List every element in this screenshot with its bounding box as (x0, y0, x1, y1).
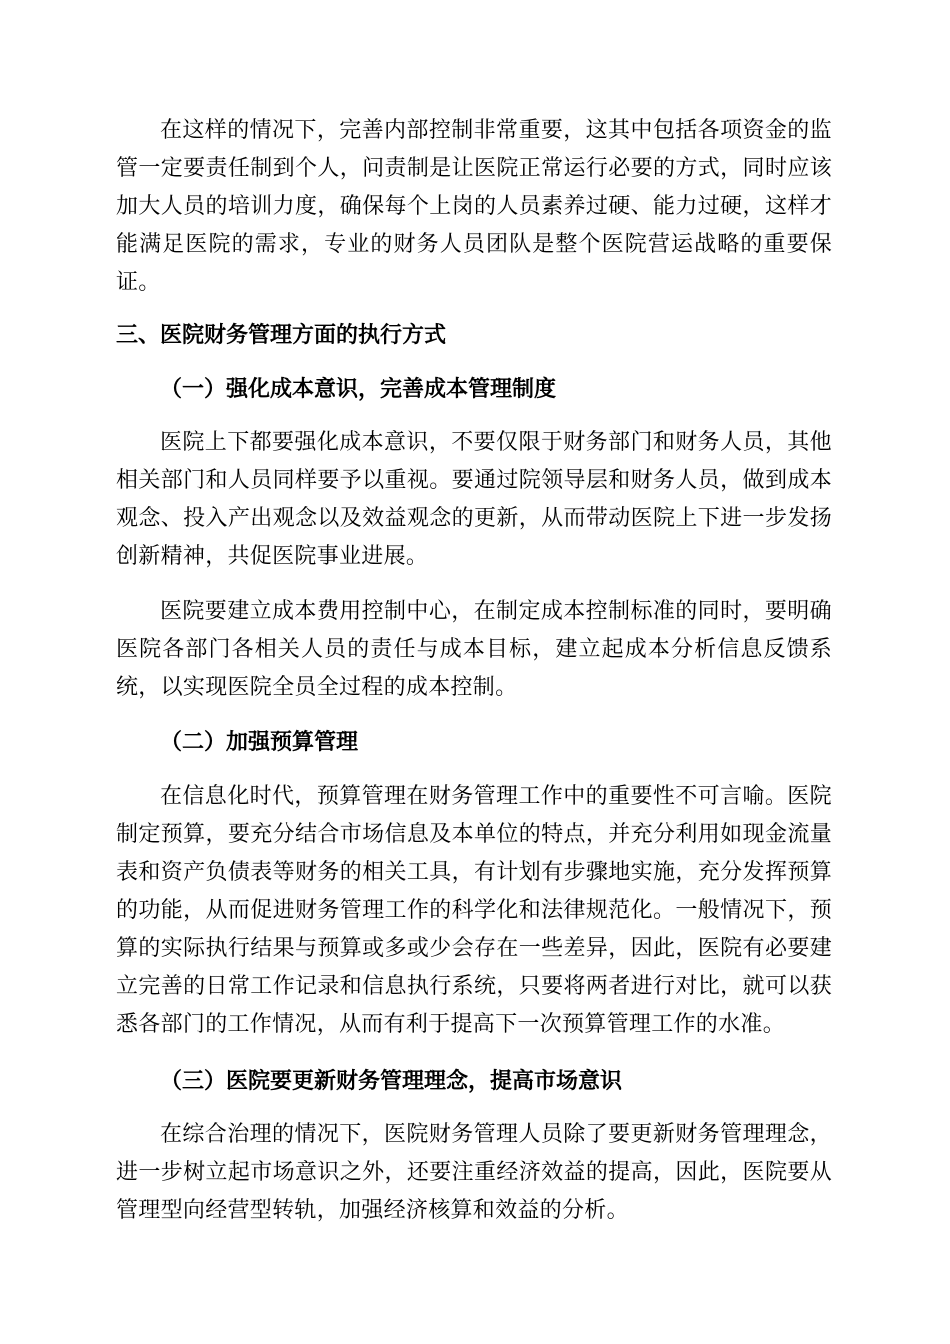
section-heading-execution-methods: 三、医院财务管理方面的执行方式 (116, 323, 447, 348)
sub-heading-cost-awareness: （一）强化成本意识，完善成本管理制度 (160, 376, 557, 402)
sub-heading-budget-management: （二）加强预算管理 (160, 729, 359, 755)
paragraph-budget-management: 在信息化时代，预算管理在财务管理工作中的重要性不可言喻。医院制定预算，要充分结合市场信息及本单位的特点，并充分利用如现金流量表和资产负债表等财务的相关工具，有计划有步骤地实施，充分发挥预算的功能，从而促进财务管理工作的科学化和法律规范化。一般情况下，预算的实际执行结果与预算或多或少会存在一些差异，因此，医院有必要建立完善的日常工作记录和信息执行系统，只要将两者进行对比，就可以获悉各部门的工作情况，从而有利于提高下一次预算管理工作的水准。 (116, 784, 832, 1037)
paragraph-cost-awareness: 医院上下都要强化成本意识，不要仅限于财务部门和财务人员，其他相关部门和人员同样要予以重视。要通过院领导层和财务人员，做到成本观念、投入产出观念以及效益观念的更新，从而带动医院上下进一步发扬创新精神，共促医院事业进展。 (116, 430, 832, 569)
sub-heading-financial-concept: （三）医院要更新财务管理理念，提高市场意识 (160, 1068, 623, 1094)
paragraph-market-awareness: 在综合治理的情况下，医院财务管理人员除了要更新财务管理理念，进一步树立起市场意识之外，还要注重经济效益的提高，因此，医院要从管理型向经营型转轨，加强经济核算和效益的分析。 (116, 1122, 832, 1223)
paragraph-internal-control: 在这样的情况下，完善内部控制非常重要，这其中包括各项资金的监管一定要责任制到个人，问责制是让医院正常运行必要的方式，同时应该加大人员的培训力度，确保每个上岗的人员素养过硬、能力过硬，这样才能满足医院的需求，专业的财务人员团队是整个医院营运战略的重要保证。 (116, 118, 832, 295)
paragraph-cost-control-center: 医院要建立成本费用控制中心，在制定成本控制标准的同时，要明确医院各部门各相关人员的责任与成本目标，建立起成本分析信息反馈系统，以实现医院全员全过程的成本控制。 (116, 599, 832, 700)
